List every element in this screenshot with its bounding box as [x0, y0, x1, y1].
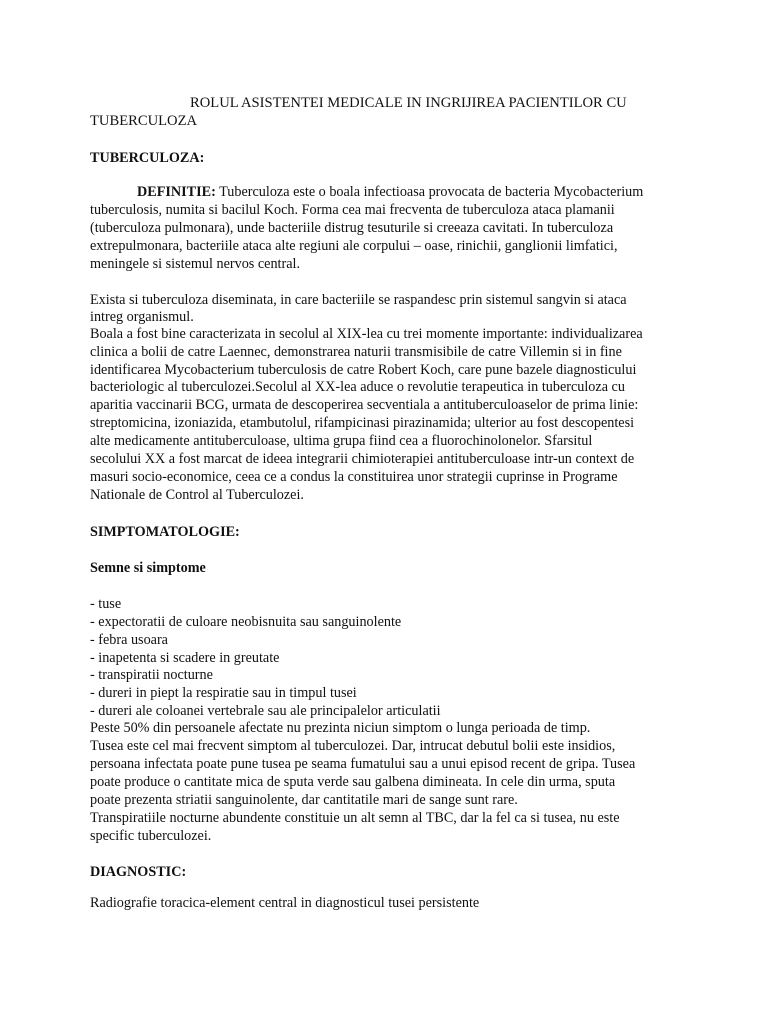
paragraph-line: persoana infectata poate pune tusea pe seama fumatului sau a unui episod recent de gripa. Tusea — [90, 756, 636, 772]
symptom-list-item: - dureri in piept la respiratie sau in timpul tusei — [90, 685, 357, 701]
symptom-list-item: - expectoratii de culoare neobisnuita sau sanguinolente — [90, 614, 402, 630]
definition-line: meningele si sistemul nervos central. — [90, 256, 300, 272]
paragraph-line: Peste 50% din persoanele afectate nu prezinta niciun simptom o lunga perioada de timp. — [90, 720, 591, 736]
section-heading-diagnostic: DIAGNOSTIC: — [90, 864, 187, 880]
paragraph-line: Boala a fost bine caracterizata in secolul al XIX-lea cu trei momente importante: individualizarea — [90, 326, 643, 342]
document-title-line-1: ROLUL ASISTENTEI MEDICALE IN INGRIJIREA PACIENTILOR CU — [190, 95, 627, 111]
section-heading-simptomatologie: SIMPTOMATOLOGIE: — [90, 524, 240, 540]
paragraph-line: Transpiratiile nocturne abundente constituie un alt semn al TBC, dar la fel ca si tusea, nu este — [90, 810, 620, 826]
definition-line: (tuberculoza pulmonara), unde bacteriile distrug tesuturile si creeaza cavitati. In tuberculoza — [90, 220, 614, 236]
paragraph-line: poate produce o cantitate mica de sputa verde sau galbena dimineata. In cele din urma, sputa — [90, 774, 616, 790]
section-heading-tuberculoza: TUBERCULOZA: — [90, 150, 205, 166]
paragraph-line: Tusea este cel mai frecvent simptom al tuberculozei. Dar, intrucat debutul bolii este insidios, — [90, 738, 616, 754]
paragraph-line: bacteriologic al tuberculozei.Secolul al XX-lea aduce o revolutie terapeutica in tuberculoza cu — [90, 379, 625, 395]
symptom-list-item: - transpiratii nocturne — [90, 667, 213, 683]
paragraph-line: masuri socio-economice, ceea ce a condus la constituirea unor strategii cuprinse in Programe — [90, 469, 618, 485]
paragraph-line: streptomicina, izoniazida, etambutolul, rifampicinasi pirazinamida; ulterior au fost descopentesi — [90, 415, 635, 431]
definition-line: extrepulmonara, bacteriile ataca alte regiuni ale corpului – oase, rinichii, ganglionii limfatici, — [90, 238, 618, 254]
paragraph-line: identificarea Mycobacterium tuberculosis de catre Robert Koch, care pune bazele diagnosticului — [90, 362, 637, 378]
paragraph-line: intreg organismul. — [90, 309, 194, 325]
symptom-list-item: - tuse — [90, 596, 122, 612]
paragraph-line: secolului XX a fost marcat de ideea integrarii chimioterapiei antituberculoase intr-un context de — [90, 451, 635, 467]
symptom-list-item: - febra usoara — [90, 632, 168, 648]
definition-text: Tuberculoza este o boala infectioasa provocata de bacteria Mycobacterium — [215, 184, 644, 200]
paragraph-line: clinica a bolii de catre Laennec, demonstrarea naturii transmisibile de catre Villemin si in fine — [90, 344, 622, 360]
definition-line: tuberculosis, numita si bacilul Koch. Forma cea mai frecventa de tuberculoza ataca plamanii — [90, 202, 615, 218]
paragraph-line: specific tuberculozei. — [90, 828, 212, 844]
diagnostic-line: Radiografie toracica-element central in diagnosticul tusei persistente — [90, 895, 480, 911]
document-title-line-2: TUBERCULOZA — [90, 113, 198, 129]
paragraph-line: Nationale de Control al Tuberculozei. — [90, 487, 304, 503]
paragraph-line: alte medicamente antituberculoase, ultima grupa fiind cea a fluorochinolonelor. Sfarsitul — [90, 433, 593, 449]
paragraph-line: aparitia vaccinarii BCG, urmata de descoperirea secventiala a antituberculoaselor de prima linie: — [90, 397, 639, 413]
paragraph-line: poate prezenta striatii sanguinolente, dar cantitatile mari de sange sunt rare. — [90, 792, 518, 808]
paragraph-line: Exista si tuberculoza diseminata, in care bacteriile se raspandesc prin sistemul sangvin si ataca — [90, 292, 627, 308]
definition-first-line — [137, 183, 737, 201]
symptom-list-item: - inapetenta si scadere in greutate — [90, 650, 280, 666]
subsection-heading-semne: Semne si simptome — [90, 560, 206, 576]
symptom-list-item: - dureri ale coloanei vertebrale sau ale principalelor articulatii — [90, 703, 441, 719]
definition-label: DEFINITIE: — [137, 184, 216, 200]
